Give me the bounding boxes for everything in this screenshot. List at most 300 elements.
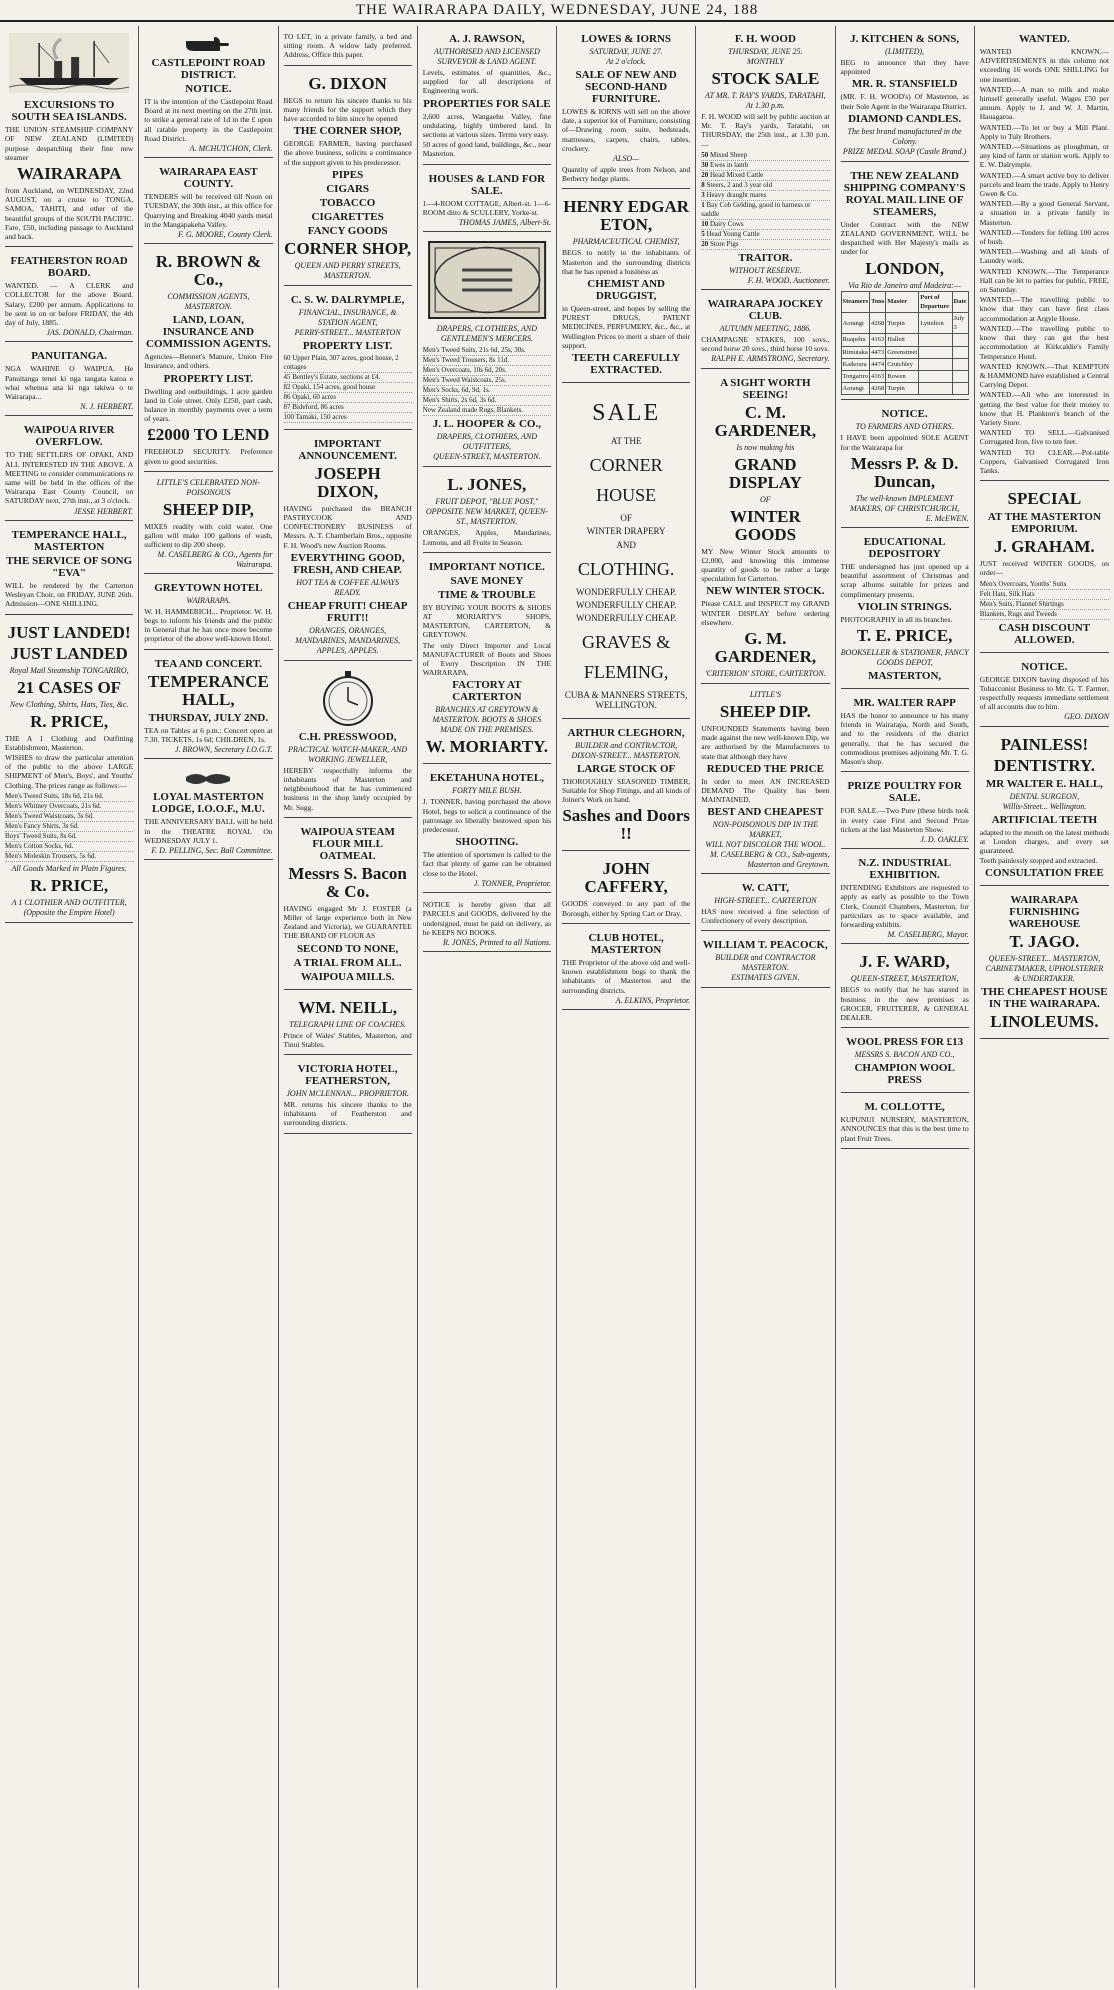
bacon-title: Messrs S. Bacon & Co.: [288, 863, 407, 901]
newspaper-page: [0, 26, 1114, 1988]
list-item: [701, 220, 829, 230]
stock-desc: Bay Cob Gelding, good in harness or saddle: [701, 200, 811, 218]
list-item: [701, 151, 829, 161]
duncan-title: Messrs P. & D. Duncan,: [850, 453, 959, 491]
factory-heading: FACTORY AT CARTERTON: [452, 679, 522, 704]
r-price-footer-text: A 1 CLOTHIER AND OUTFITTER, (Opposite the Empire Hotel): [11, 897, 127, 917]
hooper-drapers-ad: [423, 235, 551, 467]
eketahuna-subtitle: FORTY MILE BUSH.: [452, 786, 522, 796]
sheep-dip-heading: SHEEP DIP.: [719, 702, 811, 722]
farmers-text: TO FARMERS AND OTHERS.: [855, 422, 954, 432]
neill-text: Prince of Wales' Stables, Masterton, and Tinui Stables.: [283, 1030, 412, 1049]
table-cell: [919, 334, 952, 346]
teeth-extracted-heading: TEETH CAREFULLY EXTRACTED.: [572, 352, 681, 377]
dentistry-heading: DENTISTRY.: [993, 755, 1096, 775]
eton-subtitle: PHARMACEUTICAL CHEMIST,: [572, 237, 680, 247]
r-brown-ad: [144, 247, 272, 472]
r-price-text: THE A 1 Clothing and Outfitting Establishment, Masterton.: [5, 733, 134, 752]
emporium-heading: AT THE MASTERTON EMPORIUM.: [987, 511, 1101, 536]
please-call-text: Please CALL and INSPECT my GRAND WINTER DISPLAY before ordering elsewhere.: [701, 599, 830, 627]
table-cell: 4268: [870, 313, 886, 334]
sashes-doors-heading: Sashes and Doors !!: [562, 806, 690, 844]
theatre-text: THE ANNIVERSARY BALL will be held in the THEATRE ROYAL On WEDNESDAY JULY 1.: [144, 817, 273, 845]
eva-heading: THE SERVICE OF SONG "EVA": [6, 554, 133, 579]
violin-heading: VIOLIN STRINGS.: [857, 600, 952, 613]
bacon-text: HAVING engaged Mr J. FOSTER (a Miller of large experience both in New Zealand and Victoria), we GUARANTEE THE BRAND OF FLOUR AS: [283, 903, 412, 941]
union-steamship-ad: [5, 28, 133, 247]
hooper-price-list: [423, 346, 551, 416]
parcels-notice-text: NOTICE is hereby given that all PARCELS and GOODS, delivered by the undersigned, must be paid on delivery, as he KEEPS NO BOOKS.: [422, 900, 551, 937]
sale-word: SALE: [592, 400, 661, 427]
hooper-title: J. L. HOOPER & CO.,: [432, 418, 541, 431]
stock-qty: 20: [701, 170, 709, 179]
thursday-date: THURSDAY, JULY 2ND.: [148, 711, 269, 724]
list-item: 87 Bideford, 86 acres: [284, 403, 412, 413]
wanted-item: WANTED.—Situations as ploughman, or any kind of farm or station work. Apply to E. W. Dalrymple.: [979, 142, 1109, 170]
jockey-heading: WAIRARAPA JOCKEY CLUB.: [707, 298, 824, 323]
dixon-notice-signature: GEO. DIXON: [1064, 712, 1109, 722]
list-item: Boys' Tweed Suits, 8s 6d.: [5, 832, 133, 842]
sheep-dip-subtitle: LITTLE'S CELEBRATED NON-POISONOUS: [156, 477, 260, 497]
exhibition-heading: N.Z. INDUSTRIAL EXHIBITION.: [858, 857, 951, 882]
table-cell: Kaikoura: [841, 358, 870, 370]
list-item: Blankets, Rugs and Tweeds: [980, 610, 1109, 620]
important-notice-heading: IMPORTANT NOTICE.: [428, 560, 545, 573]
list-item: [701, 201, 829, 220]
club-hotel-heading: CLUB HOTEL, MASTERTON: [588, 931, 664, 956]
neill-title: WM. NEILL,: [298, 997, 397, 1017]
list-item: Men's Tweed Suits, 18s 6d, 21s 6d.: [5, 792, 133, 802]
cleghorn-subtitle: BUILDER and CONTRACTOR,: [574, 740, 678, 750]
list-item: Men's Suits, Flannel Shirtings: [980, 600, 1109, 610]
panuitanga-signature: N. J. HERBERT.: [80, 402, 134, 412]
east-county-heading: WAIRARAPA EAST COUNTY.: [159, 166, 258, 191]
house-word: HOUSE: [596, 485, 657, 506]
oranges-text: ORANGES, ORANGES, MANDARINES, MANDARINES, APPLES, APPLES.: [295, 625, 400, 655]
gardener-winter-goods-ad: [701, 372, 829, 684]
rawson-heading: A. J. RAWSON,: [449, 33, 525, 45]
jago-furnishing-ad: [980, 889, 1109, 1039]
table-cell: 4268: [870, 383, 886, 395]
everything-text: EVERYTHING GOOD, FRESH, AND CHEAP.: [290, 551, 405, 576]
list-item: Men's Socks, 6d, 9d, 1s.: [423, 386, 551, 396]
wonderfully-cheap-3: WONDERFULLY CHEAP.: [575, 613, 677, 624]
overflow-text: TO THE SETTLERS OF OPAKI, AND ALL INTERESTED IN THE ABOVE. A MEETING to consider communications re same will be held in the offices of the Wairarapa East County Council, on SATURDAY next, 27th inst., at 3 o'clock.: [5, 450, 134, 506]
table-row: [841, 371, 968, 383]
clothing-word: CLOTHING.: [577, 558, 675, 579]
parcels-notice-signature: R. JONES, Printed to all Nations.: [443, 937, 551, 947]
table-cell: Lyttelton: [919, 313, 952, 334]
stock-desc: Ewes in lamb: [710, 160, 749, 169]
peacock-subtitle: BUILDER and CONTRACTOR: [715, 953, 816, 963]
list-item: Men's Cotton Socks, 6d.: [5, 842, 133, 852]
notice-heading: NOTICE.: [185, 83, 232, 95]
graham-title: J. GRAHAM.: [994, 537, 1095, 557]
presswood-text: HEREBY respectfully informs the inhabitants of Masterton and neighbourhood that he has commenced business in the shop lately occupied by Mr. Sugg.: [283, 765, 412, 812]
joseph-dixon-ad: [284, 433, 412, 661]
largest-stock-text: The only Direct Importer and Local MANUFACTURER of Boots and Shoes of Every Description IN THE WAIRARAPA.: [422, 640, 551, 678]
caselberg-signature: M. CASELBERG & CO., Sub-agents, Masterton and Greytown.: [709, 850, 830, 869]
list-item: [701, 191, 829, 201]
of-word: OF: [620, 513, 632, 524]
stock-qty: 30: [701, 160, 709, 169]
column-1: [0, 26, 139, 1988]
furnishing-heading: WAIRARAPA FURNISHING WAREHOUSE: [1008, 894, 1081, 931]
victoria-text: MR. returns his sincere thanks to the inhabitants of Featherston and surrounding districts.: [283, 1100, 412, 1128]
dixon-notice-ad: [980, 656, 1109, 727]
rapp-heading: MR. WALTER RAPP: [853, 697, 956, 710]
eketahuna-hotel-ad: [423, 767, 551, 893]
property-list-heading: PROPERTY LIST.: [163, 372, 254, 385]
waipoua-mill-ad: [284, 821, 412, 990]
tea-concert-signature: J. BROWN, Secretary I.O.G.T.: [174, 745, 273, 755]
te-price-subtitle: BOOKSELLER & STATIONER, FANCY GOODS DEPOT,: [840, 648, 969, 668]
duncan-signature: E. McEWEN.: [925, 513, 969, 523]
fleming-word: FLEMING,: [583, 662, 669, 683]
rawson-ad: [423, 28, 551, 165]
table-cell: [919, 371, 952, 383]
jones-title: L. JONES,: [447, 475, 527, 495]
stock-desc: Mixed Sheep: [710, 150, 748, 159]
stock-qty: 10: [701, 219, 709, 228]
elkins-signature: A. ELKINS, Proprietor.: [615, 995, 691, 1005]
list-item: [701, 181, 829, 191]
stock-qty: 1: [701, 200, 705, 209]
steamship-engraving-icon: [5, 33, 133, 93]
table-cell: July 3: [952, 313, 968, 334]
table-cell: Ruapehu: [841, 334, 870, 346]
moriarty-name: W. MORIARTY.: [425, 737, 549, 757]
kitchen-text: BEG to announce that they have appointed: [840, 58, 969, 77]
r-brown-title: R. BROWN & Co.,: [155, 252, 262, 290]
little-sheep-dip-ad: [701, 687, 829, 874]
kitchen-sons-ad: [841, 28, 969, 162]
list-item: Felt Hats, Silk Hats: [980, 590, 1109, 600]
caffery-title: JOHN CAFFERY,: [584, 859, 668, 897]
sections-text: 50 acres of good land, buildings, &c., near Masterton.: [422, 140, 551, 159]
list-item: 60 Upper Plain, 307 acres, good house, 2 cottages: [284, 354, 412, 373]
agencies-text: Agencies—Bennet's Manure, Union Fire Insurance, and others.: [144, 352, 273, 371]
wanted-item: WANTED.—By a good General Servant, a situation in a private family in Masterton.: [979, 199, 1109, 227]
catt-heading: W. CATT,: [741, 881, 789, 894]
wanted-column: [980, 28, 1109, 481]
poultry-ad: [841, 775, 969, 849]
lowes-text: LOWES & IORNS will sell on the above date, a superior lot of Furniture, consisting of—Drawing room suite, bedsteads, mattresses, carpets, chairs, tables, crockery.: [562, 107, 691, 153]
properties-for-sale-heading: PROPERTIES FOR SALE: [423, 97, 551, 110]
castlepoint-text: IT is the intention of the Castlepoint Road Board at its next meeting on the 27th inst. to strike a general rate of 1d in the £ upon all ratable property in the Castlepoint Road District.: [144, 97, 273, 143]
victoria-hotel-ad: [284, 1058, 412, 1134]
jockey-text: CHAMPAGNE STAKES, 100 sovs., second horse 20 sovs., third horse 10 sovs.: [701, 335, 830, 354]
ornate-monogram-icon: [423, 240, 551, 320]
dixon-notice-text: GEORGE DIXON having disposed of his Tobacconist Business to Mr. G. T. Farmer, respectfully requests immediate settlement of all accounts due to him.: [979, 674, 1109, 712]
cash-discount-heading: CASH DISCOUNT ALLOWED.: [998, 621, 1091, 646]
list-item: Men's Whitney Overcoats, 21s 6d.: [5, 802, 133, 812]
pocket-watch-icon: [318, 669, 378, 729]
wanted-item: WANTED KNOWN.—The Temperance Hall can be let to parties for public, FREE, on Saturday.: [979, 266, 1109, 295]
tea-coffee-text: HOT TEA & COFFEE ALWAYS READY.: [296, 577, 399, 597]
new-winter-stock-heading: NEW WINTER STOCK.: [706, 585, 825, 598]
juvenile-text: WISHES to draw the particular attention of the public to the above LARGE SHIPMENT of Men's, Boys', and Youths' Clothing. The prices range as follows:—: [5, 752, 134, 790]
wonderfully-cheap-2: WONDERFULLY CHEAP.: [575, 600, 677, 611]
wood-signature: F. H. WOOD, Auctioneer.: [747, 275, 830, 285]
wanted-item: WANTED.—To let or buy a Mill Plant. Apply to Tuly Brothers.: [979, 122, 1109, 141]
also-items-text: Quantity of apple trees from Nelson, and Berberry hedge plants.: [562, 165, 691, 184]
table-cell: [952, 383, 968, 395]
list-item: [701, 161, 829, 171]
list-item: New Zealand made Rugs, Blankets.: [423, 406, 551, 416]
table-row: [841, 334, 968, 346]
save-money-heading: SAVE MONEY: [450, 574, 524, 587]
sheep-dip-ad: [144, 475, 272, 574]
chemist-text: in Queen-street, and hopes by selling the PUREST DRUGS, PATENT MEDICINES, PERFUMERY, &c., &c., at Wellington Prices to merit a share of their support.: [562, 304, 691, 350]
gardener-text: MY New Winter Stock amounts to £2,000, and knowing this immense quantity of goods to be rather a large speculation for Carterton.: [701, 546, 830, 584]
jones-fruit-ad: [423, 470, 551, 552]
corner-word: CORNER: [589, 455, 663, 476]
just-landed-subheading: JUST LANDED: [10, 643, 128, 663]
stock-desc: Head Young Cattle: [706, 229, 760, 238]
cleghorn-text: THOROUGHLY SEASONED TIMBER, Suitable for Shop Fittings, and all kinds of Joiner's Work on hand.: [562, 776, 691, 805]
sale-text: 2,600 acres, Wangaehu Valley, fine undulating, highly timbered land. In sections at various sizes. Terms very easy.: [422, 111, 551, 140]
shipping-text: Under Contract with the NEW ZEALAND GOVERNMENT, WILL be despatched with Her Majesty's mails as under for: [840, 219, 969, 257]
wonderfully-cheap-1: WONDERFULLY CHEAP.: [575, 586, 677, 597]
autumn-meeting-text: AUTUMN MEETING, 1886.: [719, 324, 812, 334]
rapp-text: HAS the honor to announce to his many friends in Wairarapa, North and South, and to the residents of the district generally, that he has secured the commodious premises adjoining Mr. T. G. Mason's shop.: [840, 711, 969, 767]
jones-text: ORANGES, Apples, Mandarines, Lemons, and all Fruits in Season.: [422, 528, 551, 547]
candles-text: The best brand manufactured in the Colony.: [847, 126, 962, 146]
table-header: Steamers: [841, 291, 870, 312]
panuitanga-ad: [5, 345, 133, 416]
to-let-text: TO LET, in a private family, a bed and sitting room. A widow lady preferred. Address, Office this paper.: [283, 32, 412, 60]
theatre-signature: F. D. PELLING, Sec. Ball Committee.: [151, 845, 273, 855]
pointing-hand-icon: [184, 33, 232, 55]
cleghorn-address: DIXON-STREET... MASTERTON.: [571, 750, 681, 760]
club-hotel-text: THE Proprietor of the above old and well-known establishment begs to thank the inhabitants of Masterton and the surrounding districts.: [562, 957, 691, 995]
price-text: In order to meet AN INCREASED DEMAND The Quality has been MAINTAINED.: [701, 776, 830, 805]
waipoua-overflow-ad: [5, 419, 133, 520]
column-8: [975, 26, 1114, 1988]
of-text: OF: [760, 494, 771, 504]
farmer-text: GEORGE FARMER, having purchased the above business, solicits a continuance of the support given to his predecessor.: [283, 139, 412, 167]
bacon-subtitle: MESSRS S. BACON AND CO.,: [854, 1050, 955, 1060]
union-text: THE UNION STEAMSHIP COMPANY OF NEW ZEALAND (LIMITED) purpose despatching their fine new steamer: [5, 125, 134, 162]
ward-subtitle: QUEEN-STREET, MASTERTON,: [850, 974, 959, 984]
featherston-signature: JAS. DONALD, Chairman.: [46, 328, 134, 338]
cases-heading: 21 CASES OF: [17, 677, 122, 697]
corner-house-sale-ad: [562, 386, 690, 719]
now-showing-text: Is now making his: [736, 442, 795, 452]
list-item: [701, 171, 829, 181]
cabinetmaker-text: CABINETMAKER, UPHOLSTERER: [985, 964, 1104, 974]
list-item: 82 Opaki, 154 acres, good house: [284, 383, 412, 393]
eva-text: WILL be rendered by the Carterton Wesleyan Choir, on FRIDAY, JUNE 26th. Admission—ONE SHILLING.: [5, 580, 134, 609]
featherston-text: WANTED. — A CLERK and COLLECTOR for the above Board. Salary, £200 per annum. Applications to be sent in on or before FRIDAY, the 4th day of July, 1885.: [5, 281, 134, 328]
g-dixon-ad: [284, 69, 412, 286]
panuitanga-heading: PANUITANGA.: [31, 350, 107, 363]
graham-text: JUST received WINTER GOODS, on order—: [979, 559, 1109, 578]
table-row: [841, 383, 968, 395]
cases-text: New Clothing, Shirts, Hats, Ties, &c.: [9, 699, 129, 709]
best-cheapest-heading: BEST AND CHEAPEST: [707, 806, 824, 819]
prize-soap-text: PRIZE MEDAL SOAP (Castle Brand.): [842, 146, 967, 156]
wont-discolor-text: WILL NOT DISCOLOR THE WOOL.: [705, 840, 826, 850]
branches-text: BRANCHES AT GREYTOWN & MASTERTON. BOOTS & SHOES MADE ON THE PREMISES.: [432, 705, 542, 735]
temperance-hall-heading: TEMPERANCE HALL, MASTERTON: [11, 528, 127, 553]
tea-concert-heading: TEA AND CONCERT.: [154, 657, 263, 670]
table-cell: 4474: [870, 358, 886, 370]
caffery-text: GOODS conveyed to any part of the Borough, either by Spring Cart or Dray.: [562, 899, 691, 918]
stock-desc: Steers, 2 and 3 year old: [706, 180, 773, 189]
greytown-heading: GREYTOWN HOTEL: [154, 581, 263, 594]
special-heading: SPECIAL: [1007, 489, 1082, 509]
table-cell: Hallett: [886, 334, 919, 346]
te-price-title: T. E. PRICE,: [856, 626, 953, 646]
walter-rapp-ad: [841, 692, 969, 772]
cheap-fruit-heading: CHEAP FRUIT! CHEAP FRUIT!!: [287, 599, 408, 624]
table-row: [841, 313, 968, 334]
gardener-footer-title: G. M. GARDENER,: [714, 629, 817, 667]
also-text: ALSO—: [613, 154, 640, 164]
wairarapa-text: from Auckland, on WEDNESDAY, 22nd AUGUST, on a cruise to TONGA, SAMOA, TAHITI, and other of the beautiful groups of the SOUTH PACIFIC. Fare, £50, including passage to Auckland and back.: [5, 186, 134, 242]
wanted-item: WANTED.—The travelling public to know that they can have first class accommodation at Argyle House.: [979, 295, 1109, 323]
cigarettes-item: CIGARETTES: [311, 210, 384, 223]
property-listing: [284, 354, 412, 423]
hall-address: Willis-Street... Wellington.: [1002, 801, 1087, 811]
wanted-item: WANTED TO CLEAR.—Pot-table Coppers, Galvanised Corrugated Iron Tanks.: [979, 447, 1109, 475]
wanted-item: WANTED.—A smart active boy to deliver parcels and learn the trade. Apply to Henry Gwen & Co.: [979, 170, 1109, 199]
column-5: [557, 26, 696, 1988]
educational-heading: EDUCATIONAL DEPOSITORY: [863, 536, 946, 561]
duncan-notice-ad: [841, 403, 969, 528]
lodge-ball-ad: [144, 762, 272, 860]
dalrymple-property-heading: PROPERTY LIST.: [302, 339, 393, 352]
club-hotel-ad: [562, 927, 690, 1010]
table-row: [841, 346, 968, 358]
neill-coaches-ad: [284, 993, 412, 1055]
r-price-clothing-ad: [5, 618, 133, 923]
artificial-teeth-heading: ARTIFICIAL TEETH: [991, 813, 1098, 826]
fancy-goods-item: FANCY GOODS: [307, 224, 388, 237]
table-cell: Turpin: [886, 313, 919, 334]
east-county-signature: F. G. MOORE, County Clerk.: [177, 230, 273, 240]
stock-qty: 5: [701, 229, 705, 238]
eva-service-ad: [5, 524, 133, 615]
catt-text: HAS now received a fine selection of Confectionery of every description.: [701, 906, 830, 926]
dixon-text: BEGS to return his sincere thanks to his many friends for the support which they have accorded to him since he opened: [283, 95, 412, 124]
educational-text: THE undersigned has just opened up a beautiful assortment of Christmas and scrap albums suitable for prizes and complimentary presents.: [840, 562, 969, 599]
linoleums-heading: LINOLEUMS.: [990, 1012, 1099, 1032]
victoria-heading: VICTORIA HOTEL, FEATHERSTON,: [297, 1063, 398, 1088]
graham-emporium-ad: [980, 484, 1109, 652]
consultation-heading: CONSULTATION FREE: [985, 867, 1104, 880]
temperance-hall-title: TEMPERANCE HALL,: [147, 671, 269, 709]
rawson-text: Levels, estimates of quantities, &c., supplied for all descriptions of Engineering work.: [422, 68, 551, 96]
table-header: Port of Departure: [919, 291, 952, 312]
freehold-text: FREEHOLD SECURITY. Preference given to good securities.: [144, 447, 273, 466]
catt-ad: [701, 877, 829, 931]
houses-signature: THOMAS JAMES, Albert-St.: [458, 218, 551, 228]
wanted-item: WANTED.—Washing and all kinds of Laundry work.: [979, 247, 1109, 266]
lend-amount: £2000 TO LEND: [147, 425, 270, 445]
list-item: Men's Tweed Suits, 21s 6d, 25s, 30s.: [423, 346, 551, 356]
table-cell: Turpin: [886, 383, 919, 395]
table-cell: [919, 358, 952, 370]
stock-desc: Store Pigs: [710, 239, 739, 248]
hall-text: adapted to the mouth on the latest methods at London charges, and every set guaranteed.: [979, 827, 1109, 855]
non-poison-text: NON-POISONOUS DIP IN THE MARKET,: [712, 820, 819, 840]
castlepoint-notice-ad: [144, 28, 272, 158]
wool-press-ad: [841, 1031, 969, 1093]
table-cell: [919, 383, 952, 395]
table-cell: Aorangi: [841, 313, 870, 334]
peacock-heading: WILLIAM T. PEACOCK,: [702, 939, 828, 952]
exhibition-text: INTENDING Exhibitors are requested to apply as early as possible to the Town Clerk, Council Chambers, Masterton, for particulars as to space available, and forwarding exhibits.: [840, 883, 969, 929]
jago-title: T. JAGO.: [1009, 932, 1080, 952]
ward-title: J. F. WARD,: [859, 952, 950, 972]
jones-subtitle: FRUIT DEPOT, "BLUE POST,": [435, 497, 539, 507]
poultry-text: FOR SALE.—Two Pure (these birds took in every case First and Second Prize tickets at the last Masterton Show.: [840, 806, 969, 834]
stock-desc: Head Mixed Cattle: [710, 170, 764, 179]
table-header: Master: [886, 291, 919, 312]
corner-shop-heading: THE CORNER SHOP,: [293, 125, 402, 138]
dalrymple-address: PERRY-STREET... MASTERTON: [294, 327, 401, 337]
kitchen-heading: J. KITCHEN & SONS,: [850, 33, 960, 45]
shipping-company-ad: [841, 165, 969, 401]
table-cell: Aorangi: [841, 383, 870, 395]
table-cell: 4473: [870, 346, 886, 358]
wood-text: F. H. WOOD will sell by public auction at Mr. T. Ray's yards, Taratahi, on THURSDAY, the 25th inst., at 1.30 p.m.—: [701, 112, 830, 149]
sight-heading: A SIGHT WORTH SEEING!: [720, 376, 811, 401]
sheep-dip-text: MIXES readily with cold water. One gallon will make 100 gallons of wash, sufficient to dip 200 sheep.: [144, 521, 273, 550]
tea-concert-text: TEA on Tables at 6 p.m.; Concert open at 7.30. TICKETS, 1s 6d; CHILDREN, 1s.: [144, 725, 273, 744]
list-item: Men's Tweed Waistcoats, 3s 6d.: [5, 812, 133, 822]
waipoua-mills-text: WAIPOUA MILLS.: [300, 970, 395, 983]
painless-heading: PAINLESS!: [1000, 734, 1089, 754]
presswood-ad: [284, 664, 412, 818]
to-let-ad: [284, 28, 412, 66]
r-price-name-footer: R. PRICE,: [30, 875, 109, 895]
dalrymple-heading: C. S. W. DALRYMPLE,: [290, 293, 405, 306]
neill-subtitle: TELEGRAPH LINE OF COACHES.: [289, 1019, 407, 1029]
list-item: [701, 230, 829, 240]
pipes-item: PIPES: [332, 168, 364, 181]
chemist-heading: CHEMIST AND DRUGGIST,: [587, 278, 665, 303]
ward-text: BEGS to notify that he has started in business in the new premises as GROCER, FRUITERER, & GENERAL DEALER.: [840, 985, 969, 1022]
wanted-item: WANTED.—A man to milk and make himself generally useful. Wages £50 per annum. Apply to J. and W. J. Martin, Hauagaroa.: [979, 84, 1109, 122]
list-item: Men's Overcoats, Youths' Suits: [980, 580, 1109, 590]
saturday-date: SATURDAY, JUNE 27.: [589, 47, 663, 56]
corner-shop-title: CORNER SHOP,: [284, 238, 412, 258]
stock-list: [701, 151, 829, 250]
eton-title: HENRY EDGAR ETON,: [563, 197, 690, 235]
moriarty-boots-ad: [423, 556, 551, 765]
east-county-ad: [144, 161, 272, 244]
kitchen-subtitle: (LIMITED),: [885, 47, 925, 56]
peacock-ad: [701, 934, 829, 988]
cigars-item: CIGARS: [326, 182, 370, 195]
stansfield-text: (MR. F. H. WOOD's) Of Masterton, as their Sole Agent in the Wairarapa District.: [840, 92, 969, 111]
list-item: Men's Tweed Trousers, 8s 11d.: [423, 356, 551, 366]
houses-text: 1—4-ROOM COTTAGE, Albert-st. 1—6-ROOM ditto & SCULLERY, Yorke-st.: [422, 198, 551, 217]
poultry-heading: PRIZE POULTRY FOR SALE.: [847, 780, 962, 805]
greytown-subtitle: WAIRARAPA.: [186, 595, 231, 605]
table-cell: Tongariro: [841, 371, 870, 383]
jago-address: QUEEN-STREET... MASTERTON,: [988, 954, 1101, 964]
peacock-address: MASTERTON.: [741, 963, 789, 973]
gardener-title: C. M. GARDENER,: [714, 402, 817, 440]
stock-desc: Heavy draught mares: [706, 190, 767, 199]
eton-text: BEGS to notify to the inhabitants of Masterton and the surrounding districts that he has opened a business as: [562, 248, 691, 276]
jones-address: OPPOSITE NEW MARKET, QUEEN-ST., MASTERTON.: [425, 507, 548, 527]
